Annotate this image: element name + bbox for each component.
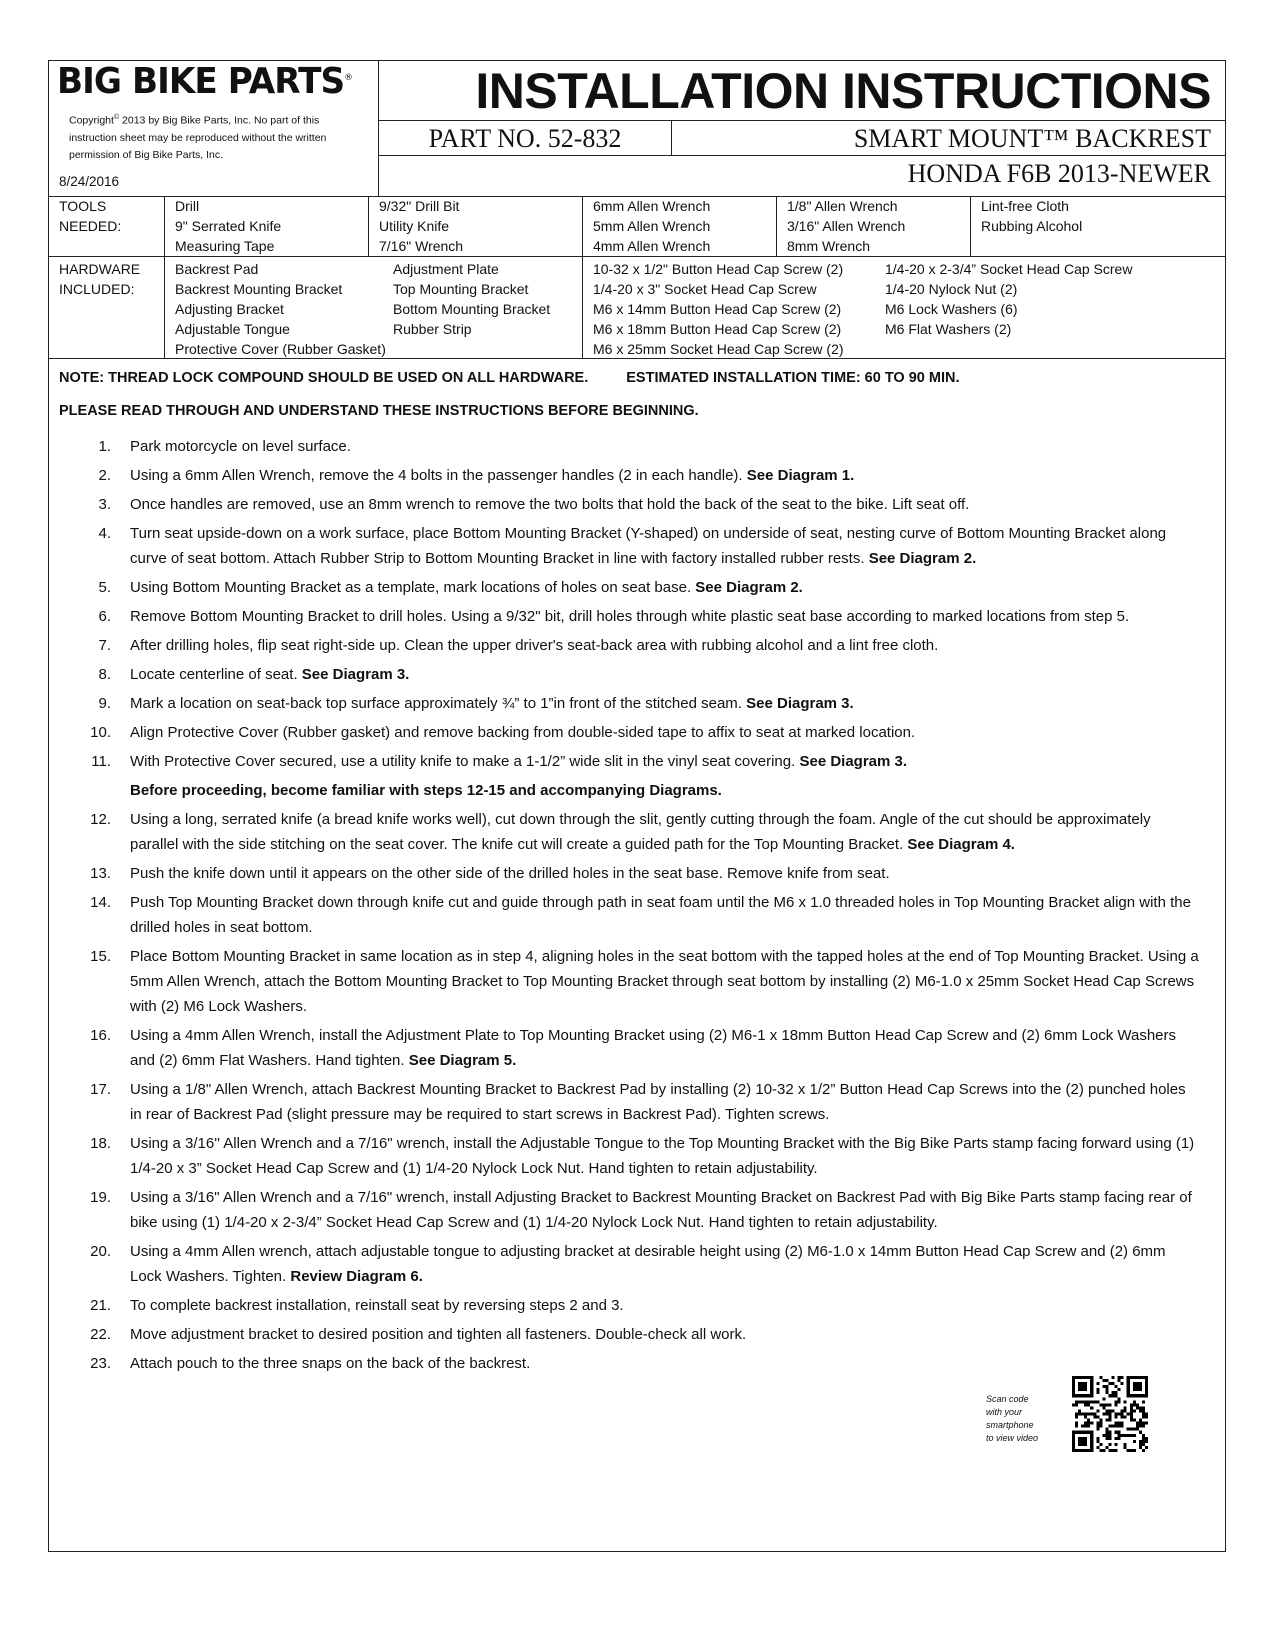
list-item: 10-32 x 1/2" Button Head Cap Screw (2) — [593, 261, 844, 277]
step-text: Move adjustment bracket to desired position and tighten all fasteners. Double-check all work. — [130, 1326, 747, 1343]
tools-col-3 — [583, 196, 777, 256]
step-reference: See Diagram 3. — [301, 666, 410, 683]
step-item — [49, 1185, 1199, 1235]
list-item: 3/16" Allen Wrench — [787, 218, 906, 234]
page-title: INSTALLATION INSTRUCTIONS — [379, 61, 1225, 121]
tools-col-5 — [971, 196, 1221, 256]
step-number: 3. — [98, 496, 111, 513]
tools-col-4 — [777, 196, 971, 256]
list-item: Rubbing Alcohol — [981, 218, 1083, 234]
product-name: SMART MOUNT™ BACKREST — [853, 124, 1211, 153]
hardware-included-row — [49, 256, 1225, 359]
step-item — [49, 890, 1199, 940]
step-text: Align Protective Cover (Rubber gasket) and remove backing from double-sided tape to affix to seat at marked location. — [130, 724, 916, 741]
step-reference: See Diagram 3. — [746, 695, 854, 712]
list-item: Utility Knife — [379, 218, 450, 234]
step-reference: See Diagram 5. — [408, 1052, 517, 1069]
hardware-col-4 — [875, 256, 1221, 358]
step-number: 21. — [90, 1297, 111, 1314]
step-number: 23. — [90, 1355, 111, 1372]
vehicle-model: HONDA F6B 2013-NEWER — [907, 159, 1211, 188]
step-text: Using a 6mm Allen Wrench, remove the 4 bolts in the passenger handles (2 in each handle). — [130, 467, 747, 484]
list-item: 9" Serrated Knife — [175, 218, 282, 234]
step-reference: See Diagram 2. — [695, 579, 803, 596]
step-reference: See Diagram 2. — [868, 550, 977, 567]
steps-list — [49, 434, 1199, 1380]
step-text: Using a 3/16" Allen Wrench and a 7/16" wrench, install Adjusting Bracket to Backrest Mounting Bracket on Backrest Pad with Big Bike Parts stamp facing rear of bike using (1) 1/4-20 x 2-3/4” Socket Head Cap Screw and (1) 1/4-20 Nylock Lock Nut. Hand tighten to retain adjustability. — [130, 1189, 1192, 1231]
step-text: Push Top Mounting Bracket down through knife cut and guide through path in seat foam until the M6 x 1.0 threaded holes in Top Mounting Bracket align with the drilled holes in seat bottom. — [130, 894, 1191, 936]
step-text: Remove Bottom Mounting Bracket to drill holes. Using a 9/32" bit, drill holes through white plastic seat base according to marked locations from step 5. — [130, 608, 1130, 625]
step-number: 13. — [90, 865, 111, 882]
step-item — [49, 749, 1199, 774]
list-item: Measuring Tape — [175, 238, 275, 254]
hardware-col-1 — [165, 256, 395, 358]
step-reference: Review Diagram 6. — [290, 1268, 423, 1285]
step-item — [49, 691, 1199, 716]
step-item — [49, 633, 1199, 658]
list-item: M6 x 25mm Socket Head Cap Screw (2) — [593, 341, 844, 357]
install-time-note: ESTIMATED INSTALLATION TIME: 60 TO 90 MIN. — [626, 370, 960, 386]
step-number: 22. — [90, 1326, 111, 1343]
tools-col-1 — [165, 196, 369, 256]
step-callout — [49, 778, 1199, 803]
step-number: 4. — [98, 525, 111, 542]
qr-caption: Scan code with your smartphone to view video — [986, 1394, 1039, 1443]
copyright-notice: Copyright© 2013 by Big Bike Parts, Inc. No part of this instruction sheet may be reproduced without the written permission of Big Bike Parts, Inc. — [69, 114, 327, 161]
step-number: 9. — [98, 695, 111, 712]
step-text: Using a 3/16'' Allen Wrench and a 7/16" wrench, install the Adjustable Tongue to the Top Mounting Bracket with the Big Bike Parts stamp facing forward using (1) 1/4-20 x 3” Socket Head Cap Screw and (1) 1/4-20 Nylock Lock Nut. Hand tighten to retain adjustability. — [130, 1135, 1195, 1177]
step-text: Using Bottom Mounting Bracket as a template, mark locations of holes on seat base. — [130, 579, 696, 596]
step-item — [49, 434, 1199, 459]
hardware-col-3 — [583, 256, 879, 358]
list-item: 1/8" Allen Wrench — [787, 198, 898, 214]
step-text: Using a long, serrated knife (a bread knife works well), cut down through the slit, gently cutting through the foam. Angle of the cut should be approximately parallel with the side stitching on the seat cover. The knife cut will create a guided path for the Top Mounting Bracket. — [130, 811, 1151, 853]
step-text: Park motorcycle on level surface. — [130, 438, 351, 455]
list-item: 6mm Allen Wrench — [593, 198, 711, 214]
tools-needed-row — [49, 196, 1225, 257]
step-number: 10. — [90, 724, 111, 741]
document-date: 8/24/2016 — [59, 174, 120, 189]
list-item: M6 x 18mm Button Head Cap Screw (2) — [593, 321, 842, 337]
list-item: M6 Lock Washers (6) — [885, 301, 1018, 317]
step-number: 2. — [98, 467, 111, 484]
thread-lock-note: NOTE: THREAD LOCK COMPOUND SHOULD BE USED ON ALL HARDWARE. ESTIMATED INSTALLATION TIME: 60 TO 90 MIN. — [59, 370, 960, 386]
list-item: Adjusting Bracket — [175, 301, 284, 317]
list-item: Bottom Mounting Bracket — [393, 301, 551, 317]
step-number: 8. — [98, 666, 111, 683]
step-item — [49, 1239, 1199, 1289]
hardware-col-2 — [383, 256, 583, 358]
step-item — [49, 1293, 1199, 1318]
list-item: Top Mounting Bracket — [393, 281, 529, 297]
step-item — [49, 662, 1199, 687]
step-number: 14. — [90, 894, 111, 911]
step-text: Turn seat upside-down on a work surface, place Bottom Mounting Bracket (Y-shaped) on underside of seat, nesting curve of Bottom Mounting Bracket along curve of seat bottom. Attach Rubber Strip to Bottom Mounting Bracket in line with factory installed rubber rests. — [130, 525, 1167, 567]
list-item: Drill — [175, 198, 200, 214]
step-text: Place Bottom Mounting Bracket in same location as in step 4, aligning holes in the seat bottom with the tapped holes at the end of Top Mounting Bracket. Using a 5mm Allen Wrench, attach the Bottom Mounting Bracket to Top Mounting Bracket through seat bottom by installing (2) M6-1.0 x 25mm Socket Head Cap Screws with (2) M6 Lock Washers. — [130, 948, 1199, 1015]
part-row — [379, 121, 1225, 156]
hardware-label: HARDWARE INCLUDED: — [49, 256, 165, 358]
step-text: With Protective Cover secured, use a utility knife to make a 1-1/2” wide slit in the vinyl seat covering. — [130, 753, 800, 770]
tools-label: TOOLS NEEDED: — [49, 196, 165, 256]
list-item: Rubber Strip — [393, 321, 472, 337]
list-item: 1/4-20 x 2-3/4” Socket Head Cap Screw — [885, 261, 1133, 277]
qr-code-icon[interactable] — [1072, 1376, 1148, 1452]
step-item — [49, 861, 1199, 886]
step-item — [49, 492, 1199, 517]
step-item — [49, 1322, 1199, 1347]
part-number: PART NO. 52-832 — [379, 121, 672, 155]
step-number: 19. — [90, 1189, 111, 1206]
step-item — [49, 521, 1199, 571]
list-item: 1/4-20 Nylock Nut (2) — [885, 281, 1018, 297]
step-item — [49, 1351, 1199, 1376]
step-text: Locate centerline of seat. — [130, 666, 302, 683]
list-item: Backrest Pad — [175, 261, 259, 277]
step-text: Push the knife down until it appears on the other side of the drilled holes in the seat base. Remove knife from seat. — [130, 865, 890, 882]
step-text: Using a 4mm Allen wrench, attach adjustable tongue to adjusting bracket at desirable height using (2) M6-1.0 x 14mm Button Head Cap Screw and (2) 6mm Lock Washers. Tighten. — [130, 1243, 1166, 1285]
step-text: Attach pouch to the three snaps on the back of the backrest. — [130, 1355, 531, 1372]
list-item: 8mm Wrench — [787, 238, 870, 254]
step-reference: See Diagram 4. — [907, 836, 1015, 853]
step-text: Mark a location on seat-back top surface approximately ¾” to 1”in front of the stitched seam. — [130, 695, 747, 712]
list-item: 9/32" Drill Bit — [379, 198, 460, 214]
step-number: 1. — [98, 438, 111, 455]
step-number: 15. — [90, 948, 111, 965]
step-item — [49, 720, 1199, 745]
tools-col-2 — [369, 196, 583, 256]
logo-cell — [49, 61, 379, 196]
step-number: 12. — [90, 811, 111, 828]
step-item — [49, 604, 1199, 629]
step-text: To complete backrest installation, reinstall seat by reversing steps 2 and 3. — [130, 1297, 624, 1314]
step-number: 17. — [90, 1081, 111, 1098]
list-item: 1/4-20 x 3" Socket Head Cap Screw — [593, 281, 817, 297]
step-item — [49, 944, 1199, 1019]
step-number: 6. — [98, 608, 111, 625]
list-item: Backrest Mounting Bracket — [175, 281, 343, 297]
list-item: Adjustment Plate — [393, 261, 499, 277]
list-item: 4mm Allen Wrench — [593, 238, 711, 254]
step-text: Using a 4mm Allen Wrench, install the Adjustment Plate to Top Mounting Bracket using (2) M6-1 x 18mm Button Head Cap Screw and (2) 6mm Lock Washers and (2) 6mm Flat Washers. Hand tighten. — [130, 1027, 1177, 1069]
step-item — [49, 463, 1199, 488]
list-item: 7/16" Wrench — [379, 238, 464, 254]
step-number: 16. — [90, 1027, 111, 1044]
list-item: Protective Cover (Rubber Gasket) — [175, 341, 386, 357]
step-number: 5. — [98, 579, 111, 596]
list-item: M6 Flat Washers (2) — [885, 321, 1012, 337]
list-item: 5mm Allen Wrench — [593, 218, 711, 234]
step-number: 11. — [91, 753, 111, 770]
step-item — [49, 1131, 1199, 1181]
step-item — [49, 1023, 1199, 1073]
step-number: 7. — [98, 637, 111, 654]
step-reference: See Diagram 1. — [746, 467, 855, 484]
company-logo: BIG BIKE PARTS® — [57, 61, 352, 102]
step-item — [49, 1077, 1199, 1127]
title-cell — [379, 61, 1225, 196]
step-text: Using a 1/8" Allen Wrench, attach Backrest Mounting Bracket to Backrest Pad by installing (2) 10-32 x 1/2” Button Head Cap Screws into the (2) punched holes in rear of Backrest Pad (slight pressure may be required to start screws in Backrest Pad). Tighten screws. — [130, 1081, 1186, 1123]
list-item: M6 x 14mm Button Head Cap Screw (2) — [593, 301, 842, 317]
header — [49, 61, 1225, 197]
step-reference: Before proceeding, become familiar with steps 12-15 and accompanying Diagrams. — [130, 782, 722, 799]
instruction-sheet — [48, 60, 1226, 1552]
step-reference: See Diagram 3. — [799, 753, 908, 770]
list-item: Adjustable Tongue — [175, 321, 290, 337]
instructions-body — [49, 358, 1225, 1551]
read-first-note: PLEASE READ THROUGH AND UNDERSTAND THESE INSTRUCTIONS BEFORE BEGINNING. — [59, 403, 699, 419]
step-text: Once handles are removed, use an 8mm wrench to remove the two bolts that hold the back of the seat to the bike. Lift seat off. — [130, 496, 970, 513]
step-text: After drilling holes, flip seat right-side up. Clean the upper driver's seat-back area with rubbing alcohol and a lint free cloth. — [130, 637, 939, 654]
step-item — [49, 575, 1199, 600]
step-item — [49, 807, 1199, 857]
step-number: 20. — [90, 1243, 111, 1260]
step-number: 18. — [90, 1135, 111, 1152]
list-item: Lint-free Cloth — [981, 198, 1069, 214]
